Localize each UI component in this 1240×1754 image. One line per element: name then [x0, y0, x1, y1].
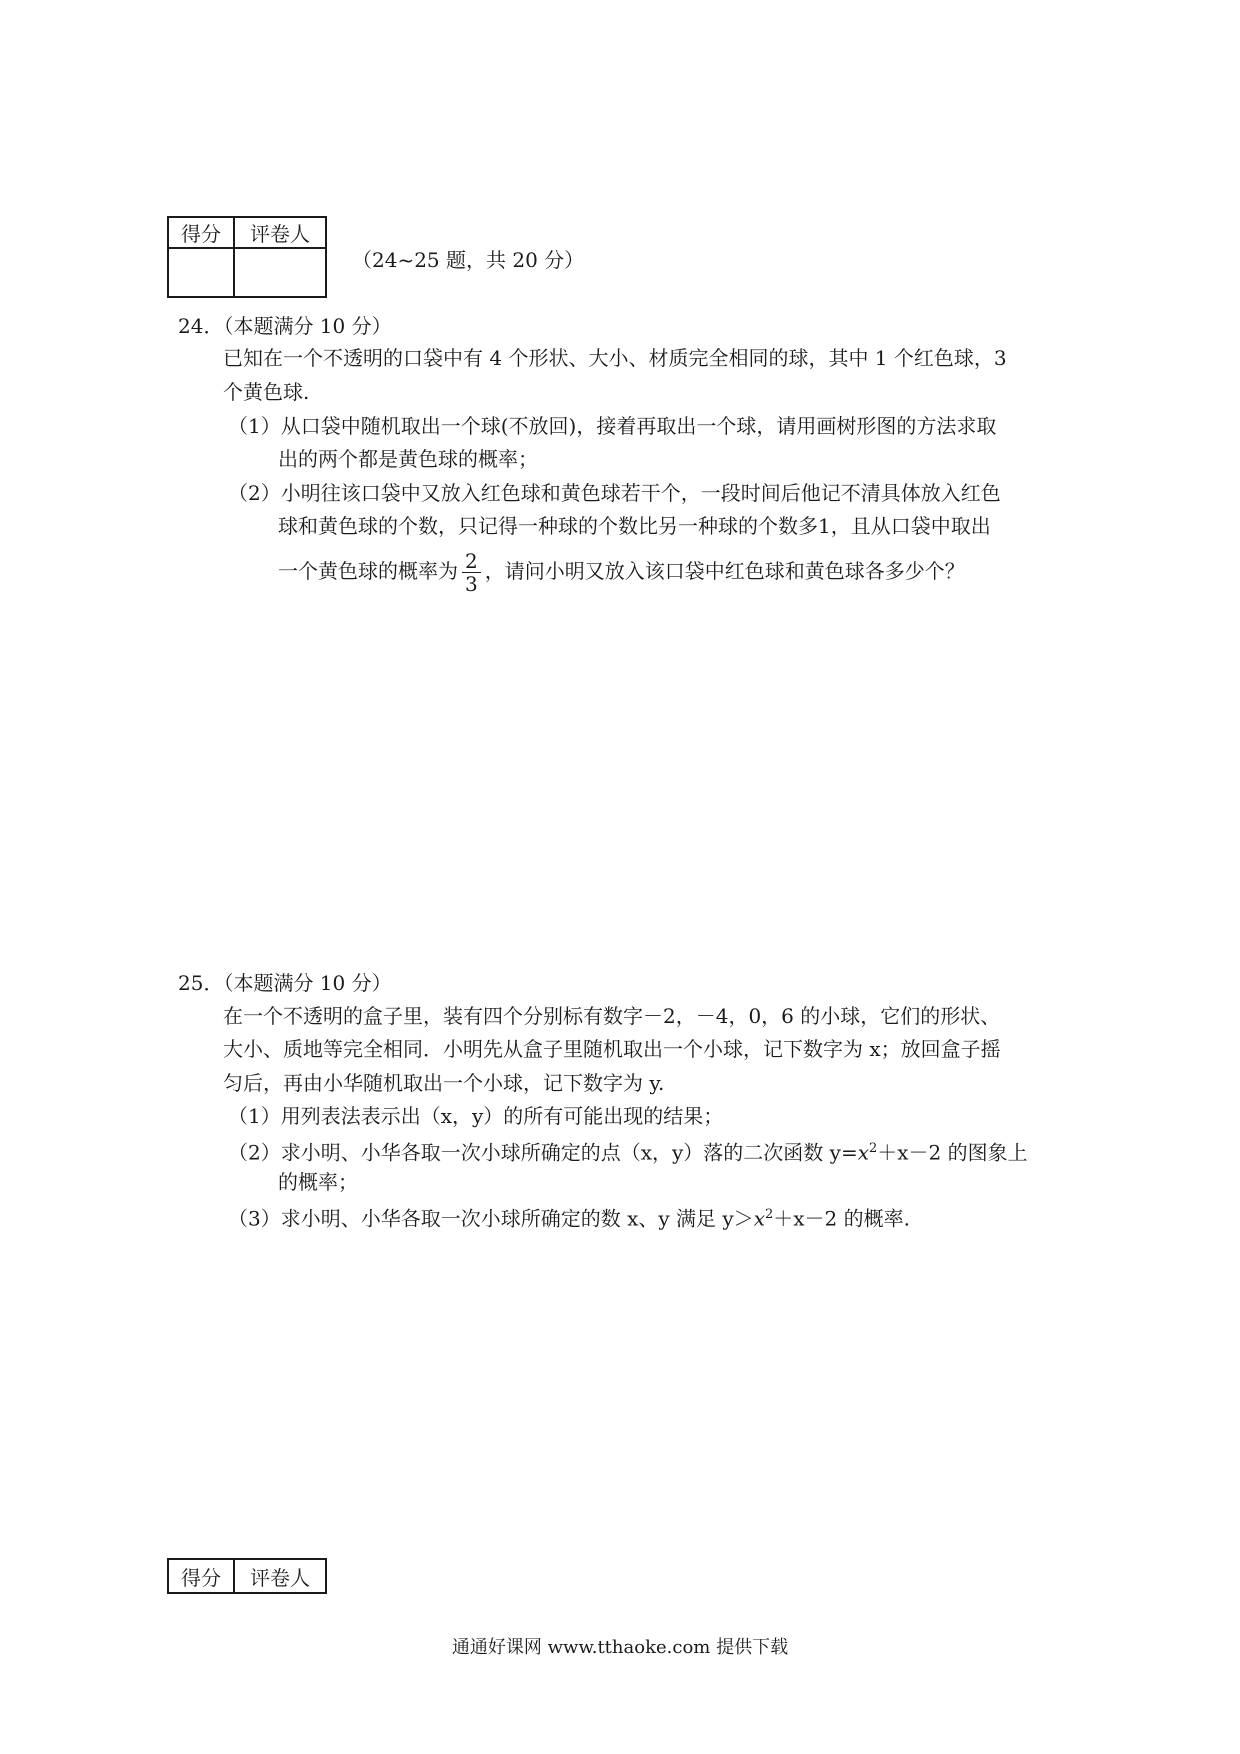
- q25-part3-exponent: 2: [764, 1207, 774, 1222]
- q24-part2-line2: 球和黄色球的个数，只记得一种球的个数比另一种球的个数多1，且从口袋中取出: [278, 514, 991, 538]
- q24-stem-line1: 已知在一个不透明的口袋中有 4 个形状、大小、材质完全相同的球，其中 1 个红色球，3: [223, 346, 1007, 370]
- q25-part3-a: （3）求小明、小华各取一次小球所确定的数 x、y 满足 y＞: [228, 1206, 754, 1231]
- fraction-two-thirds: [462, 550, 481, 595]
- q24-part2-line3-b: ，请问小明又放入该口袋中红色球和黄色球各多少个？: [484, 559, 965, 583]
- score-table-bottom: [167, 1558, 327, 1594]
- q25-part2-line1: [228, 1137, 1028, 1165]
- page-footer: 通通好课网 www.tthaoke.com 提供下载: [451, 1637, 789, 1658]
- q25-part2-line1-a: （2）求小明、小华各取一次小球所确定的点（x，y）落的二次函数 y=: [228, 1140, 858, 1165]
- q25-part2-line1-c: ＋x－2 的图象上: [877, 1140, 1028, 1165]
- q24-part1-line2: 出的两个都是黄色球的概率；: [278, 447, 538, 471]
- q24-header: 24．（本题满分 10 分）: [178, 314, 392, 338]
- score-header-bottom: 得分: [168, 1559, 234, 1593]
- q24-part2-line3: [278, 548, 965, 595]
- q25-stem-line1: 在一个不透明的盒子里，装有四个分别标有数字－2，－4，0，6 的小球，它们的形状、: [223, 1004, 1001, 1028]
- q24-part1-line1: （1）从口袋中随机取出一个球(不放回)，接着再取出一个球，请用画树形图的方法求取: [228, 414, 997, 438]
- q24-stem-line2: 个黄色球.: [223, 380, 310, 404]
- grader-header-bottom: 评卷人: [234, 1559, 326, 1593]
- grader-header: 评卷人: [234, 217, 326, 248]
- q25-header: 25．（本题满分 10 分）: [178, 971, 392, 995]
- fraction-numerator: 2: [462, 550, 481, 573]
- score-header: 得分: [168, 217, 234, 248]
- section-note: （24~25 题，共 20 分）: [352, 248, 585, 272]
- q25-part2-x: x: [857, 1140, 869, 1165]
- q24-part2-line1: （2）小明往该口袋中又放入红色球和黄色球若干个，一段时间后他记不清具体放入红色: [228, 481, 1001, 505]
- q25-part1: （1）用列表法表示出（x，y）的所有可能出现的结果；: [228, 1104, 724, 1128]
- q25-part2-exponent: 2: [869, 1141, 878, 1156]
- score-table-top: [167, 216, 327, 298]
- q25-part3-c: ＋x－2 的概率.: [773, 1206, 910, 1231]
- q25-part3: [228, 1203, 910, 1231]
- q25-stem-line3: 匀后，再由小华随机取出一个小球，记下数字为 y.: [223, 1071, 665, 1095]
- q25-part2-line2: 的概率；: [278, 1170, 358, 1194]
- q25-stem-line2: 大小、质地等完全相同．小明先从盒子里随机取出一个小球，记下数字为 x；放回盒子摇: [223, 1037, 1001, 1061]
- q25-part3-x: x: [753, 1206, 765, 1231]
- score-cell[interactable]: [168, 248, 234, 297]
- fraction-denominator: 3: [465, 572, 478, 596]
- q24-part2-line3-a: 一个黄色球的概率为: [278, 559, 458, 583]
- grader-cell[interactable]: [234, 248, 326, 297]
